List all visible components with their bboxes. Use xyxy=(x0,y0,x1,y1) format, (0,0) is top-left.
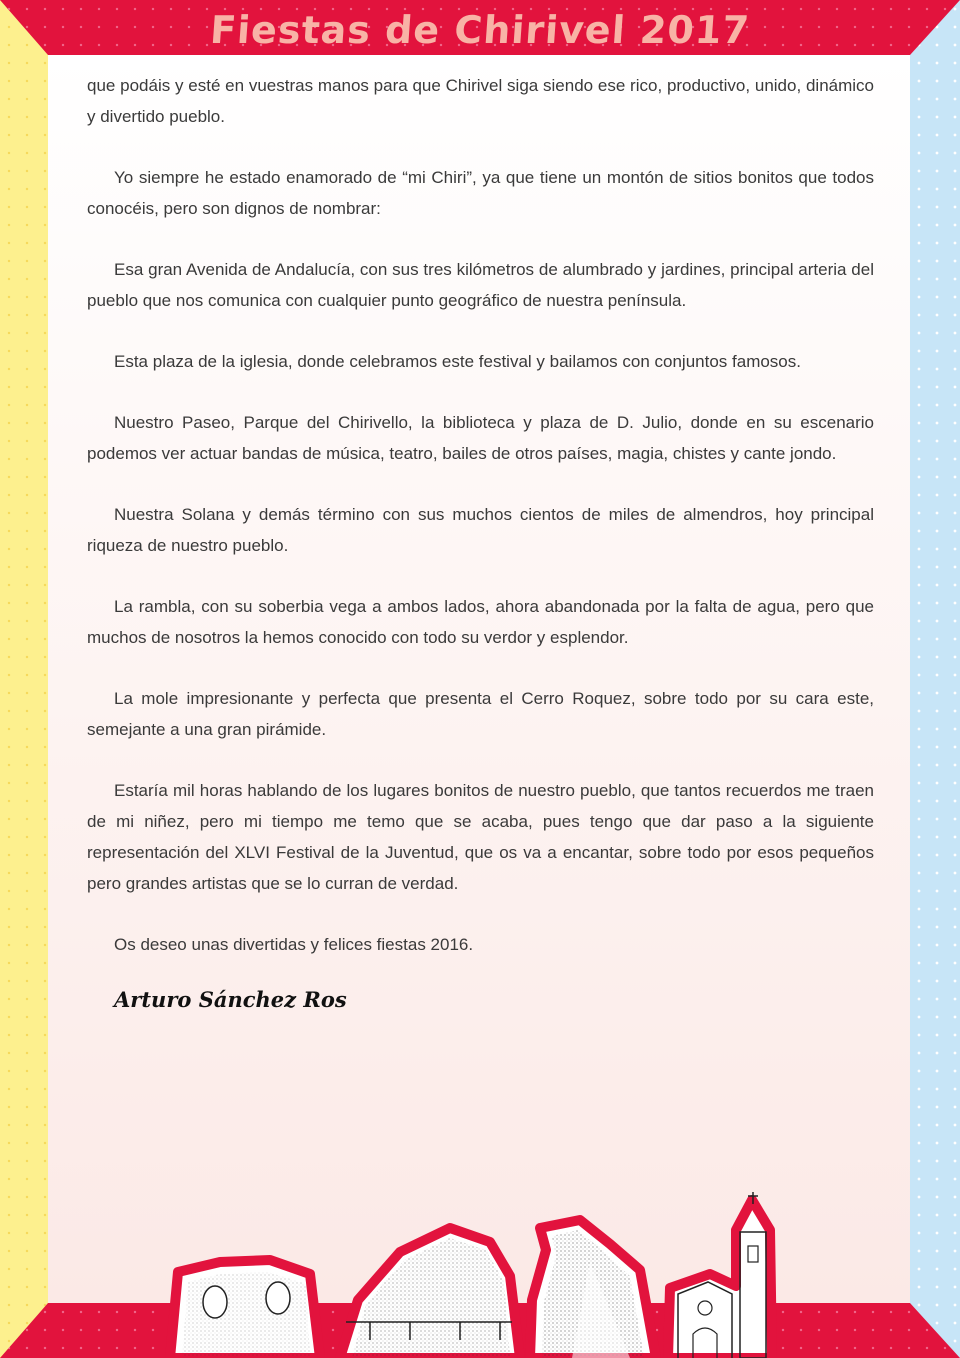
paragraph: La rambla, con su soberbia vega a ambos lados, ahora abandonada por la falta de agua, pero que muchos de nosotros la hemos conocido con todo su verdor y esplendor. xyxy=(87,597,874,647)
paragraph: La mole impresionante y perfecta que presenta el Cerro Roquez, sobre todo por su cara este, semejante a una gran pirámide. xyxy=(87,689,874,739)
paragraph: Esa gran Avenida de Andalucía, con sus tres kilómetros de alumbrado y jardines, principal arteria del pueblo que nos comunica con cualquier punto geográfico de nuestra península. xyxy=(87,260,874,310)
pyramid-hill-icon xyxy=(530,1220,656,1358)
paragraph: Nuestro Paseo, Parque del Chirivello, la biblioteca y plaza de D. Julio, donde en su escenario podemos ver actuar bandas de música, teatro, bailes de otros países, magia, chistes y cante jondo. xyxy=(87,413,874,463)
village-landmarks-illustration xyxy=(160,1190,800,1358)
paragraph: Esta plaza de la iglesia, donde celebramos este festival y bailamos con conjuntos famosos. xyxy=(114,352,801,371)
paragraph: que podáis y esté en vuestras manos para que Chirivel siga siendo ese rico, productivo, unido, dinámico y divertido pueblo. xyxy=(87,76,874,126)
frame-left-yellow xyxy=(0,0,48,1358)
paragraph: Estaría mil horas hablando de los lugares bonitos de nuestro pueblo, que tantos recuerdos me traen de mi niñez, pero mi tiempo me temo que se acaba, pues tengo que dar paso a la siguiente representación del XLVI Festival de la Juventud, que os va a encantar, sobre todo por esos pequeños pero grandes artistas que se lo curran de verdad. xyxy=(87,781,874,893)
paragraph: Nuestra Solana y demás término con sus muchos cientos de miles de almendros, hoy principal riqueza de nuestro pueblo. xyxy=(87,505,874,555)
signature: Arturo Sánchez Ros xyxy=(114,987,347,1012)
paragraph: Yo siempre he estado enamorado de “mi Chiri”, ya que tiene un montón de sitios bonitos que todos conocéis, pero son dignos de nombrar: xyxy=(87,168,874,218)
cave-rock-icon xyxy=(170,1260,320,1358)
frame-right-blue xyxy=(910,0,960,1358)
paragraph: Os deseo unas divertidas y felices fiestas 2016. xyxy=(114,935,474,954)
church-icon xyxy=(668,1192,772,1358)
page-title: Fiestas de Chirivel 2017 xyxy=(208,8,752,52)
mountain-icon xyxy=(340,1228,520,1358)
letter-body xyxy=(87,70,874,1015)
